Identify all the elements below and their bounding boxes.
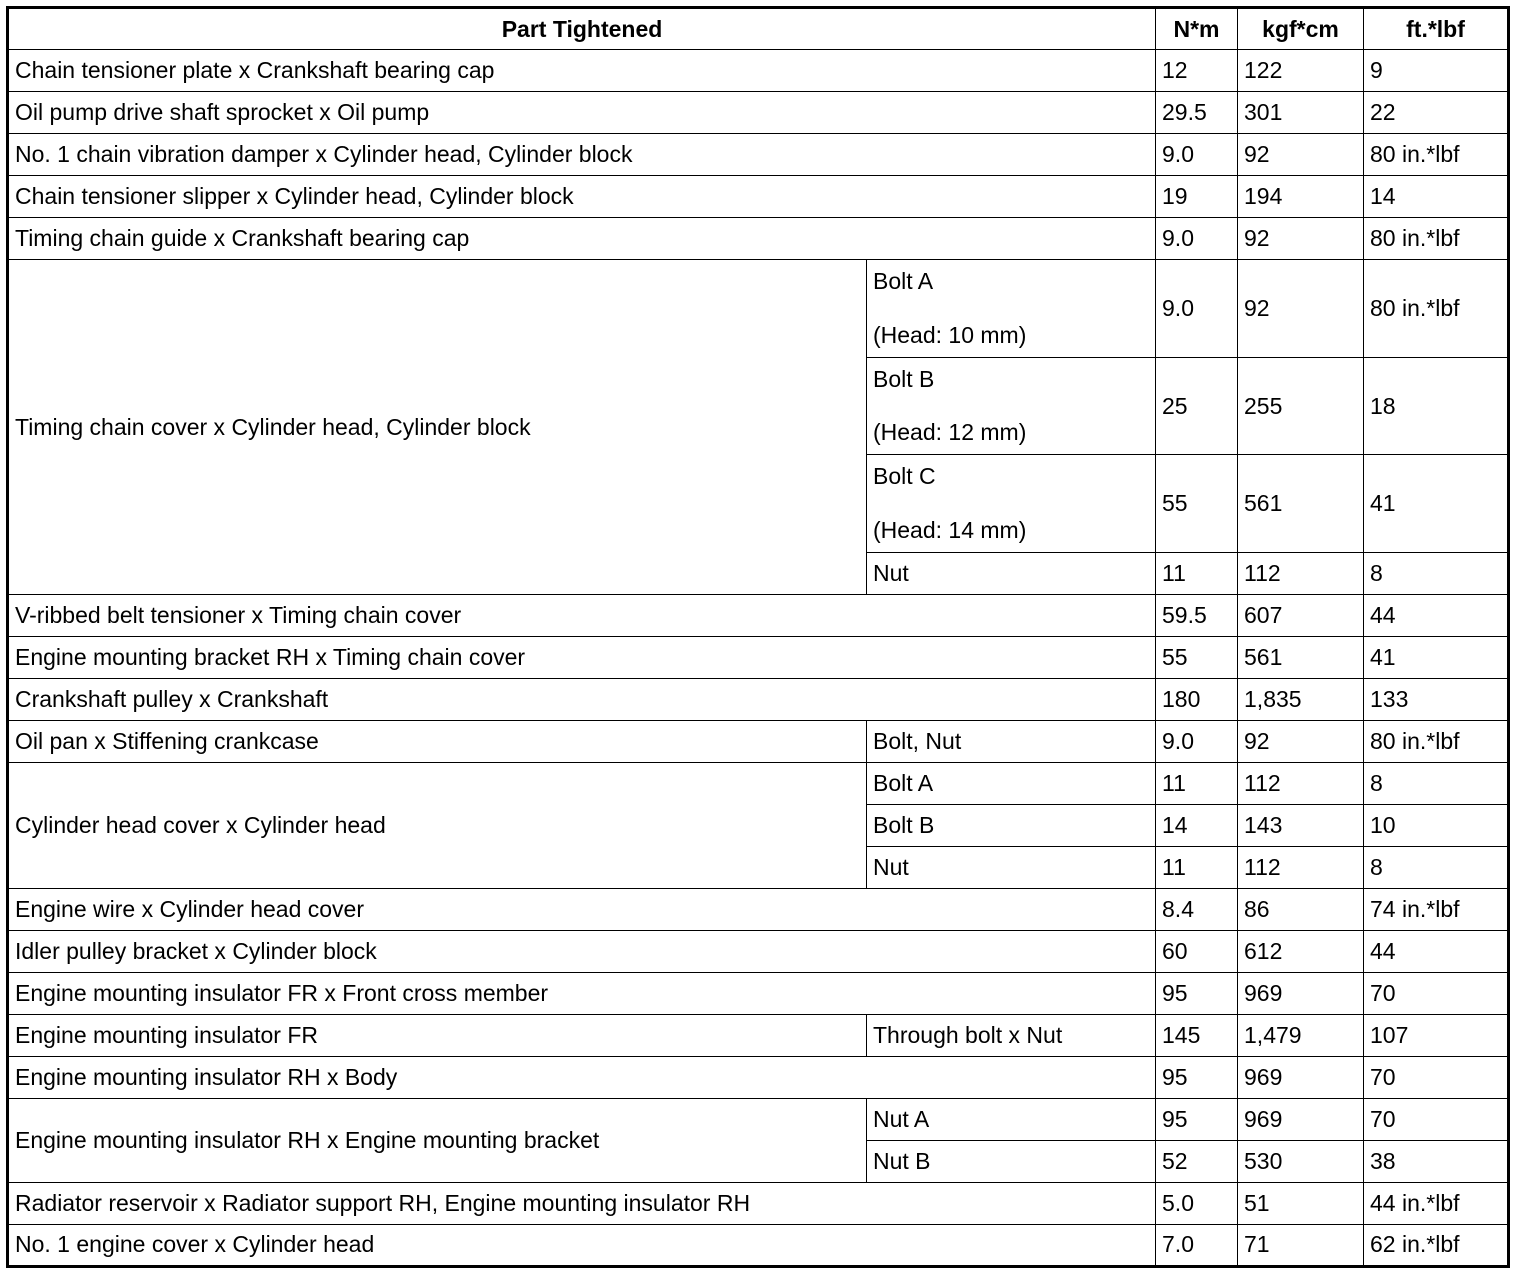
ftlbf-cell: 41 xyxy=(1364,636,1509,678)
subpart-head-size: (Head: 10 mm) xyxy=(873,321,1027,348)
kgfcm-cell: 112 xyxy=(1238,762,1364,804)
nm-cell: 95 xyxy=(1156,1098,1238,1140)
table-row xyxy=(8,218,1509,260)
subpart-label: Bolt B xyxy=(873,365,935,392)
nm-cell: 145 xyxy=(1156,1014,1238,1056)
subpart-cell xyxy=(867,357,1156,455)
table-row xyxy=(8,720,1509,762)
header-nm: N*m xyxy=(1156,8,1238,50)
ftlbf-cell: 44 in.*lbf xyxy=(1364,1182,1509,1224)
ftlbf-cell: 8 xyxy=(1364,846,1509,888)
part-cell: Timing chain cover x Cylinder head, Cylinder block xyxy=(8,260,867,595)
ftlbf-cell: 14 xyxy=(1364,176,1509,218)
nm-cell: 25 xyxy=(1156,357,1238,455)
ftlbf-cell: 80 in.*lbf xyxy=(1364,260,1509,358)
table-row xyxy=(8,762,1509,804)
nm-cell: 11 xyxy=(1156,552,1238,594)
table-row xyxy=(8,972,1509,1014)
kgfcm-cell: 92 xyxy=(1238,218,1364,260)
ftlbf-cell: 74 in.*lbf xyxy=(1364,888,1509,930)
subpart-cell: Through bolt x Nut xyxy=(867,1014,1156,1056)
ftlbf-cell: 9 xyxy=(1364,50,1509,92)
part-cell: V-ribbed belt tensioner x Timing chain cover xyxy=(8,594,1156,636)
subpart-cell: Nut xyxy=(867,846,1156,888)
kgfcm-cell: 1,479 xyxy=(1238,1014,1364,1056)
subpart-cell: Bolt A xyxy=(867,762,1156,804)
table-row xyxy=(8,1056,1509,1098)
table-row xyxy=(8,1014,1509,1056)
subpart-cell: Nut A xyxy=(867,1098,1156,1140)
kgfcm-cell: 530 xyxy=(1238,1140,1364,1182)
nm-cell: 12 xyxy=(1156,50,1238,92)
ftlbf-cell: 80 in.*lbf xyxy=(1364,134,1509,176)
kgfcm-cell: 1,835 xyxy=(1238,678,1364,720)
nm-cell: 8.4 xyxy=(1156,888,1238,930)
nm-cell: 7.0 xyxy=(1156,1224,1238,1266)
nm-cell: 95 xyxy=(1156,1056,1238,1098)
table-row xyxy=(8,678,1509,720)
table-row xyxy=(8,50,1509,92)
part-cell: Chain tensioner slipper x Cylinder head, Cylinder block xyxy=(8,176,1156,218)
part-cell: Cylinder head cover x Cylinder head xyxy=(8,762,867,888)
subpart-head-size: (Head: 14 mm) xyxy=(873,516,1027,543)
nm-cell: 9.0 xyxy=(1156,260,1238,358)
nm-cell: 180 xyxy=(1156,678,1238,720)
torque-spec-table xyxy=(6,6,1510,1268)
ftlbf-cell: 133 xyxy=(1364,678,1509,720)
kgfcm-cell: 607 xyxy=(1238,594,1364,636)
table-row xyxy=(8,594,1509,636)
kgfcm-cell: 255 xyxy=(1238,357,1364,455)
nm-cell: 29.5 xyxy=(1156,92,1238,134)
table-row xyxy=(8,930,1509,972)
table-row xyxy=(8,260,1509,358)
nm-cell: 55 xyxy=(1156,455,1238,553)
kgfcm-cell: 92 xyxy=(1238,260,1364,358)
subpart-cell: Bolt B xyxy=(867,804,1156,846)
nm-cell: 5.0 xyxy=(1156,1182,1238,1224)
part-cell: Engine mounting insulator RH x Engine mounting bracket xyxy=(8,1098,867,1182)
nm-cell: 9.0 xyxy=(1156,134,1238,176)
nm-cell: 11 xyxy=(1156,846,1238,888)
kgfcm-cell: 969 xyxy=(1238,1056,1364,1098)
kgfcm-cell: 122 xyxy=(1238,50,1364,92)
nm-cell: 9.0 xyxy=(1156,218,1238,260)
subpart-cell: Bolt, Nut xyxy=(867,720,1156,762)
part-cell: Engine mounting bracket RH x Timing chain cover xyxy=(8,636,1156,678)
subpart-label: Bolt C xyxy=(873,463,936,490)
table-row xyxy=(8,134,1509,176)
table-row xyxy=(8,1098,1509,1140)
ftlbf-cell: 18 xyxy=(1364,357,1509,455)
subpart-cell: Nut B xyxy=(867,1140,1156,1182)
ftlbf-cell: 107 xyxy=(1364,1014,1509,1056)
kgfcm-cell: 143 xyxy=(1238,804,1364,846)
ftlbf-cell: 80 in.*lbf xyxy=(1364,218,1509,260)
kgfcm-cell: 301 xyxy=(1238,92,1364,134)
table-row xyxy=(8,1182,1509,1224)
ftlbf-cell: 41 xyxy=(1364,455,1509,553)
part-cell: No. 1 chain vibration damper x Cylinder head, Cylinder block xyxy=(8,134,1156,176)
part-cell: Idler pulley bracket x Cylinder block xyxy=(8,930,1156,972)
subpart-label: Bolt A xyxy=(873,268,934,295)
part-cell: Timing chain guide x Crankshaft bearing cap xyxy=(8,218,1156,260)
torque-table-body xyxy=(8,50,1509,1267)
nm-cell: 55 xyxy=(1156,636,1238,678)
part-cell: Oil pump drive shaft sprocket x Oil pump xyxy=(8,92,1156,134)
ftlbf-cell: 8 xyxy=(1364,552,1509,594)
header-part-tightened: Part Tightened xyxy=(8,8,1156,50)
header-row xyxy=(8,8,1509,50)
part-cell: Crankshaft pulley x Crankshaft xyxy=(8,678,1156,720)
table-row xyxy=(8,1224,1509,1266)
table-row xyxy=(8,92,1509,134)
ftlbf-cell: 10 xyxy=(1364,804,1509,846)
kgfcm-cell: 969 xyxy=(1238,972,1364,1014)
part-cell: Chain tensioner plate x Crankshaft bearing cap xyxy=(8,50,1156,92)
table-row xyxy=(8,176,1509,218)
table-row xyxy=(8,888,1509,930)
nm-cell: 11 xyxy=(1156,762,1238,804)
nm-cell: 9.0 xyxy=(1156,720,1238,762)
ftlbf-cell: 8 xyxy=(1364,762,1509,804)
kgfcm-cell: 561 xyxy=(1238,636,1364,678)
nm-cell: 95 xyxy=(1156,972,1238,1014)
nm-cell: 60 xyxy=(1156,930,1238,972)
nm-cell: 52 xyxy=(1156,1140,1238,1182)
nm-cell: 59.5 xyxy=(1156,594,1238,636)
kgfcm-cell: 86 xyxy=(1238,888,1364,930)
part-cell: Engine mounting insulator FR xyxy=(8,1014,867,1056)
part-cell: Engine mounting insulator FR x Front cross member xyxy=(8,972,1156,1014)
kgfcm-cell: 51 xyxy=(1238,1182,1364,1224)
kgfcm-cell: 92 xyxy=(1238,720,1364,762)
part-cell: Engine mounting insulator RH x Body xyxy=(8,1056,1156,1098)
nm-cell: 19 xyxy=(1156,176,1238,218)
subpart-cell xyxy=(867,260,1156,358)
part-cell: No. 1 engine cover x Cylinder head xyxy=(8,1224,1156,1266)
kgfcm-cell: 612 xyxy=(1238,930,1364,972)
ftlbf-cell: 38 xyxy=(1364,1140,1509,1182)
ftlbf-cell: 70 xyxy=(1364,1098,1509,1140)
kgfcm-cell: 92 xyxy=(1238,134,1364,176)
kgfcm-cell: 969 xyxy=(1238,1098,1364,1140)
ftlbf-cell: 62 in.*lbf xyxy=(1364,1224,1509,1266)
kgfcm-cell: 112 xyxy=(1238,846,1364,888)
ftlbf-cell: 44 xyxy=(1364,594,1509,636)
ftlbf-cell: 22 xyxy=(1364,92,1509,134)
table-row xyxy=(8,636,1509,678)
subpart-head-size: (Head: 12 mm) xyxy=(873,419,1027,446)
kgfcm-cell: 194 xyxy=(1238,176,1364,218)
ftlbf-cell: 70 xyxy=(1364,1056,1509,1098)
kgfcm-cell: 561 xyxy=(1238,455,1364,553)
header-kgfcm: kgf*cm xyxy=(1238,8,1364,50)
part-cell: Oil pan x Stiffening crankcase xyxy=(8,720,867,762)
subpart-cell: Nut xyxy=(867,552,1156,594)
part-cell: Engine wire x Cylinder head cover xyxy=(8,888,1156,930)
ftlbf-cell: 70 xyxy=(1364,972,1509,1014)
ftlbf-cell: 44 xyxy=(1364,930,1509,972)
ftlbf-cell: 80 in.*lbf xyxy=(1364,720,1509,762)
subpart-cell xyxy=(867,455,1156,553)
header-ftlbf: ft.*lbf xyxy=(1364,8,1509,50)
kgfcm-cell: 71 xyxy=(1238,1224,1364,1266)
kgfcm-cell: 112 xyxy=(1238,552,1364,594)
nm-cell: 14 xyxy=(1156,804,1238,846)
part-cell: Radiator reservoir x Radiator support RH, Engine mounting insulator RH xyxy=(8,1182,1156,1224)
